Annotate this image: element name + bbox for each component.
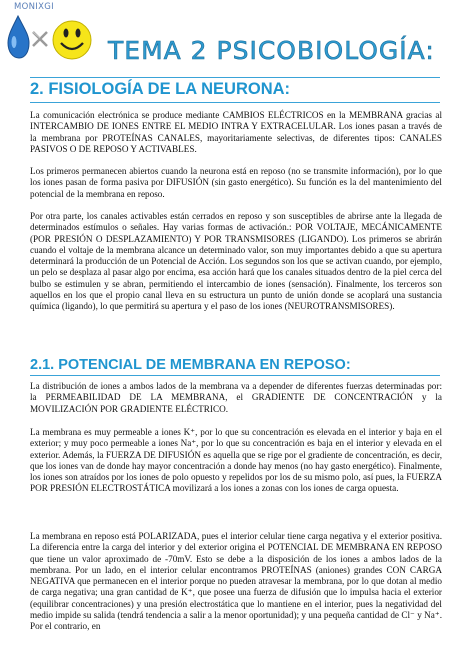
paragraph: La membrana es muy permeable a iones K⁺, por lo que su concentración es elevada en el interior y baja en el exterior; y muy poco permeable a iones Na⁺, por lo que su concentración es baja en el interior y elevada en el exterior. Además, la FUERZA DE DIFUSIÓN es aquella que se rige por el gradiente de concentración, es decir, que los iones van de donde hay mayor concentración a donde hay menos (no hay gasto energético). Finalmente, los iones son atraídos por los iones de polo opuesto y repelidos por los de su mismo polo, así pues, la FUERZA POR PRESIÓN ELECTROSTÁTICA movilizará a los iones a zonas con los iones de carga opuesta. <box>30 427 442 494</box>
brand-label: MONIXGI <box>14 2 54 12</box>
paragraph: La comunicación electrónica se produce mediante CAMBIOS ELÉCTRICOS en la MEMBRANA gracias al INTERCAMBIO DE IONES ENTRE EL MEDIO INTRA Y EXTRACELULAR. Los iones pasan a través de la membrana por PROTEÍNAS CANALES, mayoritariamente selectivas, de diferentes tipos: CANALES PASIVOS O DE REPOSO Y ACTIVABLES. <box>30 110 442 154</box>
title-underline <box>30 77 440 78</box>
section-heading-potencial: 2.1. POTENCIAL DE MEMBRANA EN REPOSO: <box>30 357 351 373</box>
water-drop-icon <box>8 16 29 58</box>
section-rule <box>30 375 440 376</box>
smiley-icon <box>53 21 91 59</box>
section-heading-fisiologia: 2. FISIOLOGÍA DE LA NEURONA: <box>30 80 291 98</box>
page-title: TEMA 2 PSICOBIOLOGÍA: <box>108 36 435 65</box>
paragraph: La membrana en reposo está POLARIZADA, pues el interior celular tiene carga negativa y el exterior positiva. La diferencia entre la carga del interior y del exterior origina el POTENCIAL DE MEMBRANA EN REPOSO que tiene un valor aproximado de -70mV. Esto se debe a la disposición de los iones a ambos lados de la membrana. Por un lado, en el interior celular encontramos PROTEÍNAS (aniones) grandes CON CARGA NEGATIVA que permanecen en el interior porque no pueden atravesar la membrana, por lo que dotan al medio de carga negativa; una gran cantidad de K⁺, que posee una fuerza de difusión que lo impulsa hacia el exterior (equilibrar concentraciones) y una presión electrostática que lo mantiene en el interior, pues la negatividad del medio impide su salida (tendrá tendencia a salir a la menor oportunidad); y una pequeña cantidad de Cl⁻ y Na⁺. Por el contrario, en <box>30 531 442 632</box>
section-rule <box>30 102 440 103</box>
paragraph: Por otra parte, los canales activables están cerrados en reposo y son susceptibles de abrirse ante la llegada de determinados estímulos o señales. Hay varias formas de activación.: POR VOLTAJE, MECÁNICAMENTE (POR PRESIÓN O DESPLAZAMIENTO) Y POR TRANSMISORES (LIGANDO). Los primeros se abrirán cuando el voltaje de la membrana alcance un determinado valor, son muy importantes debido a que su apertura determinará la producción de un Potencial de Acción. Los segundos son los que se activan cuando, por ejemplo, un pelo se desplaza al pasar algo por encima, esa acción hará que los canales situados dentro de la piel cerca del bulbo se estimulen y se abran, permitiendo el intercambio de iones (sensación). Finalmente, los terceros son aquellos en los que el propio canal lleva en su estructura un punto de unión donde se acoplará una sustancia química (ligando), lo que permitirá su apertura y el paso de los iones (NEUROTRANSMISORES). <box>30 211 442 312</box>
paragraph: La distribución de iones a ambos lados de la membrana va a depender de diferentes fuerzas determinadas por: la PERMEABILIDAD DE LA MEMBRANA, el GRADIENTE DE CONCENTRACIÓN y la MOVILIZACIÓN POR GRADIENTE ELÉCTRICO. <box>30 381 442 414</box>
paragraph: Los primeros permanecen abiertos cuando la neurona está en reposo (no se transmite información), por lo que los iones pasan de forma pasiva por DIFUSIÓN (sin gasto energético). Su función es la del mantenimiento del potencial de la membrana en reposo. <box>30 166 442 199</box>
